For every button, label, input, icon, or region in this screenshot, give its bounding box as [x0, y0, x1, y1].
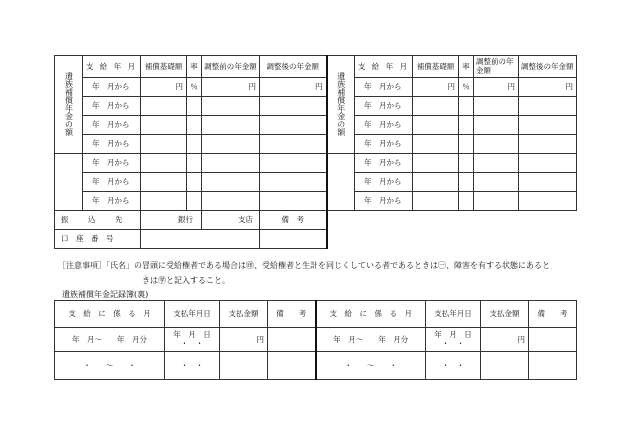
period-cell[interactable]: 年 月から	[355, 153, 413, 172]
ledger-header-paydate: 支払年月日	[165, 301, 220, 328]
ledger-amount-cell[interactable]: 円	[481, 328, 529, 352]
period-cell[interactable]: 年 月から	[83, 153, 141, 172]
ledger-header-remarks-right: 備 考	[529, 301, 577, 328]
ledger-date-cell[interactable]: ・ ・	[426, 352, 481, 380]
base-cell[interactable]	[141, 153, 187, 172]
base-cell[interactable]	[141, 134, 187, 153]
rate-cell[interactable]	[187, 153, 202, 172]
ledger-header-row	[55, 301, 577, 328]
after-cell[interactable]	[260, 96, 327, 115]
after-cell[interactable]	[260, 191, 327, 210]
ledger-date-cell[interactable]	[165, 328, 220, 352]
base-cell[interactable]	[413, 172, 459, 191]
bank-row	[55, 210, 577, 229]
after-cell[interactable]	[519, 115, 577, 134]
period-cell[interactable]: 年 月から	[83, 172, 141, 191]
period-cell[interactable]: 年 月から	[83, 77, 141, 96]
base-cell[interactable]	[141, 96, 187, 115]
table-row	[55, 134, 577, 153]
before-cell[interactable]	[474, 134, 519, 153]
before-cell[interactable]: 円	[202, 77, 260, 96]
ledger-period-cell[interactable]: 年 月～ 年 月分	[55, 328, 165, 352]
period-cell[interactable]: 年 月から	[355, 134, 413, 153]
ledger-remarks-cell[interactable]	[268, 328, 316, 352]
after-cell[interactable]	[260, 134, 327, 153]
blank-label-cell-right	[327, 153, 355, 210]
table-row	[55, 77, 577, 96]
section-label-left: 遺族補償年金の額	[55, 56, 83, 154]
header-period-right: 支 給 年 月	[355, 56, 413, 78]
base-cell[interactable]	[413, 153, 459, 172]
period-cell[interactable]: 年 月から	[355, 96, 413, 115]
before-cell[interactable]	[474, 172, 519, 191]
branch-name-cell[interactable]: 支店	[202, 210, 260, 229]
rate-cell[interactable]	[459, 96, 474, 115]
note-line-1: ［注意事項］「氏名」の冒頭に受給権者である場合は㊞、受給権者と生計を同じくしている者であるときは㊀、障害を有する状態にあると	[58, 261, 550, 270]
section-label-right: 遺族補償年金の額	[327, 56, 355, 154]
period-cell[interactable]: 年 月から	[83, 191, 141, 210]
ledger-date-cell[interactable]: ・ ・	[165, 352, 220, 380]
ledger-amount-cell[interactable]	[481, 352, 529, 380]
header-row	[55, 56, 577, 78]
before-cell[interactable]	[474, 153, 519, 172]
rate-cell[interactable]	[459, 134, 474, 153]
period-cell[interactable]: 年 月から	[355, 191, 413, 210]
base-cell[interactable]	[141, 191, 187, 210]
account-label: 口 座 番 号	[55, 229, 141, 248]
before-cell[interactable]	[474, 96, 519, 115]
period-cell[interactable]: 年 月から	[355, 172, 413, 191]
account-remarks-field[interactable]	[260, 229, 327, 248]
ledger-date-dots: ・ ・	[441, 338, 465, 348]
header-period: 支 給 年 月	[83, 56, 141, 78]
rate-cell[interactable]	[187, 96, 202, 115]
base-cell[interactable]	[413, 115, 459, 134]
table-row	[55, 153, 577, 172]
rate-cell[interactable]: ％	[459, 77, 474, 96]
ledger-header-amount: 支払金額	[220, 301, 268, 328]
after-cell[interactable]	[260, 172, 327, 191]
header-before: 調整前の年金額	[202, 56, 260, 78]
rate-cell[interactable]	[459, 115, 474, 134]
ledger-header-period-right: 支 給 に 係 る 月	[316, 301, 426, 328]
header-rate-right: 率	[459, 56, 474, 78]
before-cell[interactable]	[202, 153, 260, 172]
bank-label: 振 込 先	[55, 210, 141, 229]
ledger-period-cell[interactable]: 年 月～ 年 月分	[316, 328, 426, 352]
ledger-row	[55, 352, 577, 380]
ledger-header-remarks: 備 考	[268, 301, 316, 328]
after-cell[interactable]	[519, 96, 577, 115]
ledger-title: 遺族補償年金記録簿(裏)	[62, 290, 149, 299]
period-cell[interactable]: 年 月から	[83, 134, 141, 153]
pension-amount-table	[54, 55, 577, 249]
ledger-amount-cell[interactable]	[220, 352, 268, 380]
base-cell[interactable]: 円	[141, 77, 187, 96]
header-rate: 率	[187, 56, 202, 78]
header-after-right: 調整後の年金額	[519, 56, 577, 78]
header-base-right: 補償基礎額	[413, 56, 459, 78]
before-cell[interactable]	[202, 191, 260, 210]
after-cell[interactable]: 円	[519, 77, 577, 96]
period-cell[interactable]: 年 月から	[355, 77, 413, 96]
after-cell[interactable]: 円	[260, 77, 327, 96]
table-row	[55, 115, 577, 134]
ledger-remarks-cell[interactable]	[529, 328, 577, 352]
rate-cell[interactable]: ％	[187, 77, 202, 96]
before-cell[interactable]	[202, 115, 260, 134]
rate-cell[interactable]	[187, 191, 202, 210]
before-cell[interactable]	[202, 172, 260, 191]
note-line-2: きは㊫と記入すること。	[142, 276, 230, 285]
header-before-right: 調整前の年金額	[474, 56, 519, 78]
rate-cell[interactable]	[187, 134, 202, 153]
table-row	[55, 96, 577, 115]
ledger-period-cell[interactable]: ・ ～ ・	[316, 352, 426, 380]
ledger-header-paydate-right: 支払年月日	[426, 301, 481, 328]
after-cell[interactable]	[519, 191, 577, 210]
bank-name-cell[interactable]: 銀行	[141, 210, 202, 229]
header-base: 補償基礎額	[141, 56, 187, 78]
remarks-label: 備 考	[260, 210, 327, 229]
base-cell[interactable]	[413, 134, 459, 153]
period-cell[interactable]: 年 月から	[355, 115, 413, 134]
ledger-amount-cell[interactable]: 円	[220, 328, 268, 352]
ledger-date-text: 年 月 日	[434, 330, 472, 340]
rate-cell[interactable]	[187, 172, 202, 191]
base-cell[interactable]	[413, 96, 459, 115]
period-cell[interactable]: 年 月から	[83, 96, 141, 115]
before-cell[interactable]: 円	[474, 77, 519, 96]
base-cell[interactable]	[413, 191, 459, 210]
before-cell[interactable]	[474, 191, 519, 210]
ledger-table	[54, 300, 577, 380]
after-cell[interactable]	[519, 172, 577, 191]
rate-cell[interactable]	[459, 191, 474, 210]
remarks-field[interactable]	[327, 210, 577, 248]
after-cell[interactable]	[519, 134, 577, 153]
after-cell[interactable]	[260, 115, 327, 134]
before-cell[interactable]	[202, 96, 260, 115]
rate-cell[interactable]	[187, 115, 202, 134]
after-cell[interactable]	[260, 153, 327, 172]
ledger-date-dots: ・ ・	[180, 338, 204, 348]
rate-cell[interactable]	[459, 153, 474, 172]
ledger-header-period: 支 給 に 係 る 月	[55, 301, 165, 328]
ledger-row	[55, 328, 577, 352]
table-row	[55, 172, 577, 191]
base-cell[interactable]	[141, 115, 187, 134]
before-cell[interactable]	[474, 115, 519, 134]
ledger-remarks-cell[interactable]	[268, 352, 316, 380]
after-cell[interactable]	[519, 153, 577, 172]
ledger-header-amount-right: 支払金額	[481, 301, 529, 328]
rate-cell[interactable]	[459, 172, 474, 191]
account-number-field[interactable]	[141, 229, 260, 248]
ledger-period-cell[interactable]: ・ ～ ・	[55, 352, 165, 380]
base-cell[interactable]: 円	[413, 77, 459, 96]
table-row	[55, 191, 577, 210]
blank-label-cell-left	[55, 153, 83, 210]
header-after: 調整後の年金額	[260, 56, 327, 78]
base-cell[interactable]	[141, 172, 187, 191]
before-cell[interactable]	[202, 134, 260, 153]
ledger-date-cell[interactable]	[426, 328, 481, 352]
ledger-remarks-cell[interactable]	[529, 352, 577, 380]
ledger-date-text: 年 月 日	[173, 330, 211, 340]
note-text	[58, 258, 580, 288]
period-cell[interactable]: 年 月から	[83, 115, 141, 134]
